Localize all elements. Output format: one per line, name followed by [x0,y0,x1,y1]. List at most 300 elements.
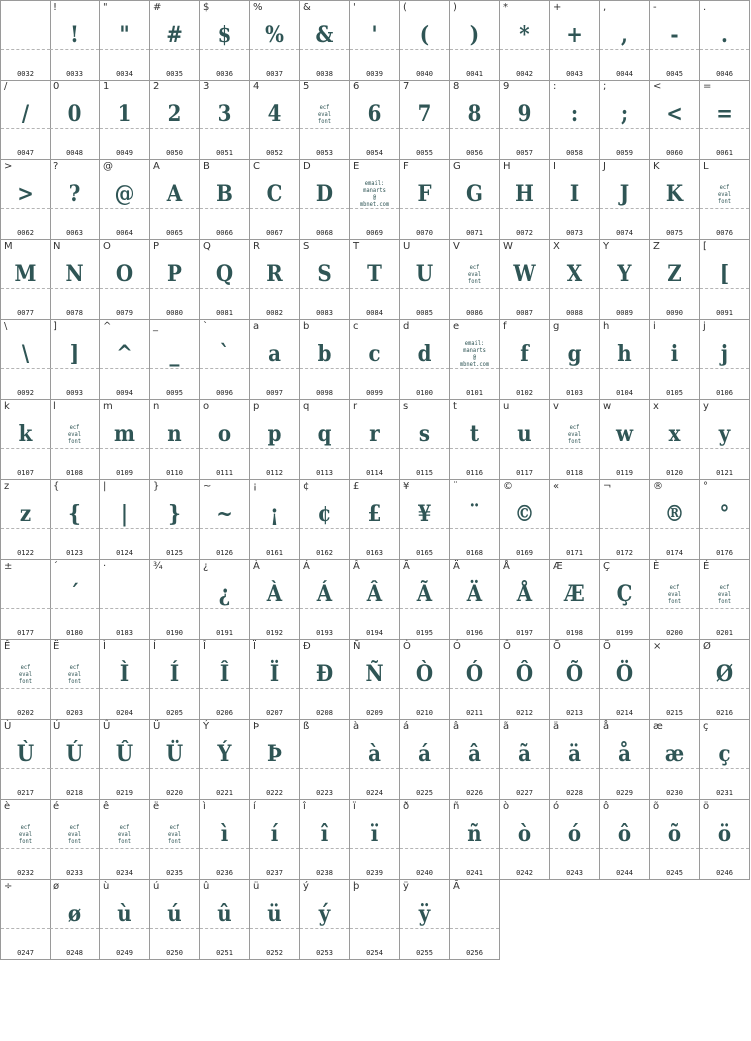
glyph-cell [400,560,450,640]
glyph-cell [0,640,51,720]
cell-code-label: 0050 [166,149,183,157]
cell-character-label: ´ [53,561,58,572]
glyph-sample: c [368,341,381,367]
cell-code-label: 0172 [616,549,633,557]
glyph-placeholder: ecf eval font [317,104,331,125]
glyph-cell [100,320,150,400]
cell-character-label: ' [353,2,356,13]
glyph-cell [250,400,300,480]
glyph-sample: m [114,421,135,447]
glyph-cell [550,480,600,560]
glyph-placeholder: ecf eval font [567,424,581,445]
cell-character-label: E [353,161,360,172]
glyph-sample [352,896,396,932]
cell-code-label: 0069 [366,229,383,237]
cell-character-label: k [4,401,10,412]
cell-character-label: M [4,241,13,252]
glyph-cell [450,160,500,240]
cell-code-label: 0049 [116,149,133,157]
glyph-cell [100,0,150,81]
cell-code-label: 0094 [116,389,133,397]
glyph-cell [450,880,500,960]
cell-character-label: ú [153,881,160,892]
glyph-cell [0,320,51,400]
cell-code-label: 0100 [416,389,433,397]
glyph-sample: ò [517,821,532,847]
cell-code-label: 0067 [266,229,283,237]
glyph-sample: Ü [165,741,184,767]
glyph-placeholder: ecf eval font [717,184,731,205]
glyph-sample: a [268,341,281,367]
glyph-sample: . [721,22,728,48]
glyph-placeholder: ecf eval font [18,664,32,685]
cell-character-label: ä [553,721,560,732]
cell-code-label: 0089 [616,309,633,317]
cell-code-label: 0207 [266,709,283,717]
cell-character-label: & [303,2,311,13]
glyph-cell [500,640,550,720]
cell-character-label: c [353,321,359,332]
glyph-cell [550,80,600,160]
cell-code-label: 0214 [616,709,633,717]
glyph-sample: @ [114,181,135,207]
cell-code-label: 0235 [166,869,183,877]
glyph-cell [150,160,200,240]
cell-code-label: 0195 [416,629,433,637]
glyph-sample: ö [717,821,732,847]
glyph-sample: Ð [315,661,334,687]
glyph-sample [652,656,696,692]
cell-character-label: ¨ [453,481,458,492]
cell-character-label: S [303,241,310,252]
cell-character-label: A [153,161,160,172]
glyph-sample: Î [219,661,230,687]
cell-character-label: î [303,801,306,812]
cell-code-label: 0183 [116,629,133,637]
glyph-placeholder: email: manarts @ mbnet.com [459,340,490,368]
glyph-sample: © [514,501,535,527]
cell-character-label: 6 [353,81,360,92]
cell-code-label: 0224 [366,789,383,797]
cell-character-label: R [253,241,260,252]
cell-character-label: ° [703,481,708,492]
cell-code-label: 0074 [616,229,633,237]
glyph-cell [150,0,200,81]
glyph-sample: Ì [119,661,130,687]
glyph-sample: F [417,181,432,207]
glyph-sample: Ä [466,581,483,607]
glyph-cell [0,400,51,480]
glyph-cell [150,880,200,960]
glyph-sample: ' [371,22,378,48]
glyph-cell [500,160,550,240]
cell-character-label: r [353,401,358,412]
cell-code-label: 0037 [266,70,283,78]
glyph-sample: â [468,741,481,767]
cell-character-label: C [253,161,260,172]
cell-code-label: 0233 [66,869,83,877]
glyph-sample: n [167,421,182,447]
cell-character-label: 2 [153,81,160,92]
cell-code-label: 0038 [316,70,333,78]
cell-code-label: 0122 [17,549,34,557]
glyph-sample: " [119,22,130,48]
cell-code-label: 0083 [316,309,333,317]
glyph-sample: b [317,341,332,367]
cell-character-label: ; [603,81,607,92]
cell-character-label: Ã [403,561,410,572]
cell-character-label: þ [353,881,360,892]
glyph-cell [350,720,400,800]
glyph-cell [650,400,700,480]
cell-code-label: 0058 [566,149,583,157]
cell-code-label: 0080 [166,309,183,317]
glyph-cell [50,400,100,480]
cell-code-label: 0121 [716,469,733,477]
glyph-sample: Á [316,581,333,607]
glyph-cell [300,80,350,160]
cell-code-label: 0239 [366,869,383,877]
glyph-sample [152,576,196,612]
cell-character-label: \ [4,321,8,332]
glyph-sample: Ç [616,581,633,607]
cell-code-label: 0221 [216,789,233,797]
cell-code-label: 0116 [466,469,483,477]
glyph-sample: Û [115,741,134,767]
glyph-sample: h [617,341,632,367]
cell-code-label: 0197 [516,629,533,637]
glyph-cell [600,0,650,81]
glyph-sample [3,17,47,53]
cell-character-label: É [703,561,710,572]
cell-character-label: ü [253,881,260,892]
glyph-sample: [ [719,261,730,287]
cell-code-label: 0192 [266,629,283,637]
glyph-cell [50,880,100,960]
cell-code-label: 0212 [516,709,533,717]
glyph-sample: ¢ [317,501,332,527]
cell-character-label: x [653,401,659,412]
cell-code-label: 0063 [66,229,83,237]
glyph-sample [3,576,47,612]
glyph-cell [550,800,600,880]
cell-character-label: w [603,401,612,412]
cell-code-label: 0203 [66,709,83,717]
cell-character-label: g [553,321,560,332]
glyph-sample: w [615,421,634,447]
cell-code-label: 0190 [166,629,183,637]
glyph-cell [450,0,500,81]
glyph-sample: , [621,22,628,48]
glyph-sample: P [167,261,182,287]
glyph-cell [350,160,400,240]
glyph-sample: 8 [467,101,482,127]
glyph-sample: 0 [67,101,82,127]
glyph-cell [500,0,550,81]
glyph-sample [452,896,496,932]
glyph-sample: Þ [267,741,282,767]
glyph-cell [200,720,250,800]
cell-character-label: ß [303,721,310,732]
cell-code-label: 0226 [466,789,483,797]
cell-character-label: ÿ [403,881,409,892]
cell-code-label: 0251 [216,949,233,957]
cell-character-label: ¾ [153,561,163,572]
glyph-cell [700,800,750,880]
cell-character-label: m [103,401,113,412]
glyph-sample: ú [167,901,182,927]
glyph-cell [450,240,500,320]
glyph-cell [550,0,600,81]
glyph-sample: A [166,181,183,207]
cell-code-label: 0118 [566,469,583,477]
glyph-cell [100,400,150,480]
cell-code-label: 0081 [216,309,233,317]
glyph-cell [250,0,300,81]
glyph-sample: 6 [367,101,382,127]
cell-character-label: ç [703,721,709,732]
glyph-cell [500,800,550,880]
glyph-sample: $ [217,22,232,48]
glyph-cell [350,320,400,400]
cell-character-label: } [153,481,160,492]
glyph-sample: ø [67,901,82,927]
glyph-sample: 7 [417,101,432,127]
cell-character-label: Í [153,641,156,652]
cell-character-label: æ [653,721,663,732]
cell-code-label: 0248 [66,949,83,957]
cell-character-label: X [553,241,560,252]
cell-character-label: Æ [553,561,563,572]
glyph-sample: > [17,181,34,207]
cell-character-label: ! [53,2,58,13]
cell-code-label: 0084 [366,309,383,317]
cell-character-label: ¬ [603,481,612,492]
cell-code-label: 0126 [216,549,233,557]
cell-character-label: ] [53,321,57,332]
glyph-cell [700,80,750,160]
glyph-sample: ù [117,901,132,927]
cell-character-label: Ā [453,881,460,892]
glyph-cell [100,160,150,240]
cell-character-label: ð [403,801,410,812]
cell-character-label: ÷ [4,881,13,892]
glyph-sample: z [19,501,32,527]
cell-code-label: 0199 [616,629,633,637]
cell-code-label: 0042 [516,70,533,78]
glyph-cell [300,640,350,720]
cell-code-label: 0255 [416,949,433,957]
glyph-sample: C [266,181,283,207]
glyph-sample: ç [718,741,731,767]
glyph-cell [600,560,650,640]
glyph-cell [250,320,300,400]
cell-character-label: Ë [53,641,60,652]
cell-character-label: Ç [603,561,610,572]
glyph-placeholder: email: manarts @ mbnet.com [359,180,390,208]
glyph-sample: Z [667,261,682,287]
cell-code-label: 0108 [66,469,83,477]
cell-character-label: ê [103,801,110,812]
cell-code-label: 0114 [366,469,383,477]
cell-code-label: 0222 [266,789,283,797]
glyph-cell [700,560,750,640]
glyph-sample: : [570,101,579,127]
cell-character-label: À [253,561,260,572]
cell-character-label: s [403,401,409,412]
cell-code-label: 0064 [116,229,133,237]
glyph-sample: - [670,22,679,48]
glyph-cell [600,720,650,800]
cell-code-label: 0244 [616,869,633,877]
glyph-cell [150,640,200,720]
glyph-sample: Õ [565,661,584,687]
glyph-cell [450,80,500,160]
glyph-sample: | [120,501,129,527]
cell-code-label: 0204 [116,709,133,717]
cell-character-label: * [503,2,508,13]
glyph-sample: p [267,421,282,447]
glyph-sample: Ý [217,741,232,767]
cell-code-label: 0099 [366,389,383,397]
glyph-sample: f [520,341,529,367]
glyph-cell [50,320,100,400]
cell-code-label: 0191 [216,629,233,637]
glyph-cell [250,800,300,880]
glyph-sample: 2 [167,101,182,127]
cell-character-label: © [503,481,513,492]
cell-character-label: ì [203,801,206,812]
glyph-cell [500,80,550,160]
cell-character-label: á [403,721,410,732]
cell-code-label: 0254 [366,949,383,957]
cell-code-label: 0051 [216,149,233,157]
glyph-sample: í [270,821,279,847]
glyph-sample: j [720,341,729,367]
glyph-cell [0,160,51,240]
glyph-cell [50,160,100,240]
cell-code-label: 0047 [17,149,34,157]
cell-character-label: D [303,161,311,172]
glyph-cell [600,320,650,400]
glyph-cell [700,640,750,720]
cell-character-label: 1 [103,81,110,92]
cell-character-label: ã [503,721,510,732]
glyph-cell [700,160,750,240]
cell-code-label: 0082 [266,309,283,317]
glyph-cell [150,400,200,480]
glyph-cell [300,560,350,640]
glyph-cell [0,80,51,160]
glyph-cell [550,720,600,800]
glyph-placeholder: ecf eval font [667,584,681,605]
cell-code-label: 0096 [216,389,233,397]
cell-character-label: ñ [453,801,460,812]
glyph-cell [400,640,450,720]
glyph-cell [550,240,600,320]
cell-code-label: 0225 [416,789,433,797]
cell-code-label: 0070 [416,229,433,237]
glyph-cell [300,400,350,480]
glyph-cell [250,240,300,320]
glyph-sample: ? [68,181,81,207]
cell-character-label: W [503,241,513,252]
glyph-cell [200,320,250,400]
cell-character-label: Ì [103,641,106,652]
cell-code-label: 0210 [416,709,433,717]
glyph-placeholder: ecf eval font [18,824,32,845]
glyph-sample: < [666,101,683,127]
glyph-sample: ^ [116,341,133,367]
glyph-sample: Å [516,581,533,607]
cell-character-label: U [403,241,411,252]
glyph-sample: = [716,101,733,127]
cell-character-label: - [653,2,657,13]
cell-code-label: 0041 [466,70,483,78]
glyph-sample [552,496,596,532]
glyph-sample: Ò [415,661,434,687]
cell-code-label: 0229 [616,789,633,797]
cell-character-label: b [303,321,310,332]
glyph-sample: ó [567,821,582,847]
cell-code-label: 0171 [566,549,583,557]
glyph-sample: B [216,181,233,207]
cell-character-label: # [153,2,162,13]
cell-character-label: ò [503,801,510,812]
glyph-sample: U [415,261,434,287]
cell-character-label: ^ [103,321,112,332]
glyph-sample: ¿ [218,581,231,607]
glyph-sample: ñ [467,821,482,847]
glyph-sample: X [566,261,583,287]
glyph-cell [450,480,500,560]
cell-code-label: 0201 [716,629,733,637]
cell-character-label: Ò [403,641,411,652]
glyph-cell [650,80,700,160]
cell-character-label: Ø [703,641,711,652]
cell-code-label: 0125 [166,549,183,557]
glyph-sample: T [367,261,382,287]
cell-character-label: d [403,321,410,332]
glyph-sample: ì [220,821,229,847]
cell-code-label: 0110 [166,469,183,477]
glyph-sample: ã [518,741,531,767]
glyph-cell [400,240,450,320]
cell-code-label: 0216 [716,709,733,717]
glyph-cell [650,0,700,81]
cell-character-label: ® [653,481,663,492]
glyph-cell [350,80,400,160]
glyph-sample: N [65,261,84,287]
cell-character-label: 8 [453,81,460,92]
cell-code-label: 0249 [116,949,133,957]
glyph-cell [150,320,200,400]
cell-code-label: 0076 [716,229,733,237]
glyph-sample [302,736,346,772]
glyph-cell [400,800,450,880]
cell-character-label: @ [103,161,113,172]
cell-code-label: 0062 [17,229,34,237]
glyph-sample: á [418,741,431,767]
glyph-sample: ( [419,22,430,48]
cell-code-label: 0053 [316,149,333,157]
glyph-sample: * [519,22,530,48]
cell-character-label: > [4,161,13,172]
cell-code-label: 0176 [716,549,733,557]
cell-character-label: ù [103,881,110,892]
cell-character-label: B [203,161,210,172]
cell-code-label: 0227 [516,789,533,797]
